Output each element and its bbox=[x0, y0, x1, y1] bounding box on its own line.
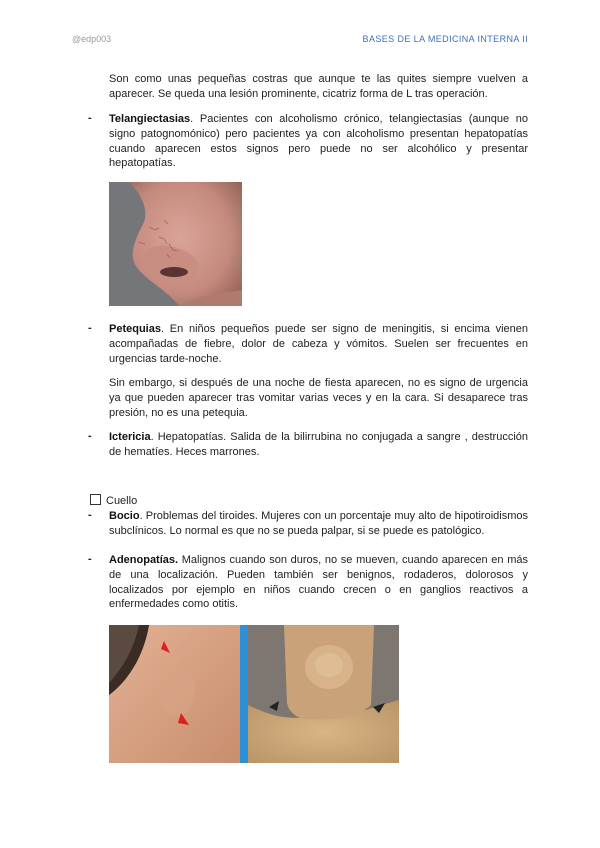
telangiectasias-paragraph bbox=[109, 112, 528, 171]
nose-telangiectasia-photo bbox=[109, 182, 242, 306]
cuello-heading bbox=[90, 494, 290, 509]
petequias-followup-paragraph: Sin embargo, si después de una noche de fiesta aparecen, no es signo de urgencia ya que pueden aparecer tras vomitar varias veces y en la cara. Si desaparece tras presión, no es una petequia. bbox=[109, 377, 528, 419]
bocio-text: . Problemas del tiroides. Mujeres con un porcentaje muy alto de hipotiroidismos subclínicos. Lo normal es que no se pueda palpar, si se puede es patológico. bbox=[109, 510, 528, 537]
ictericia-text: . Hepatopatías. Salida de la bilirrubina no conjugada a sangre , destrucción de hematíes. Heces marrones. bbox=[109, 431, 528, 458]
checkbox-icon bbox=[90, 494, 101, 505]
telangiectasias-term: Telangiectasias bbox=[109, 113, 191, 125]
adenopatias-term: Adenopatías. bbox=[109, 554, 179, 566]
bullet-dash: - bbox=[88, 430, 92, 442]
adenopatias-paragraph bbox=[109, 553, 528, 612]
bullet-dash: - bbox=[88, 112, 92, 124]
intro-paragraph: Son como unas pequeñas costras que aunque te las quites siempre vuelven a aparecer. Se queda una lesión prominente, cicatriz forma de L tras operación. bbox=[109, 73, 528, 100]
ictericia-paragraph bbox=[109, 430, 528, 460]
adenopatias-text: Malignos cuando son duros, no se mueven, cuando aparecen en más de una localización. Pueden también ser benignos, rodaderos, dolorosos y localizados por ejemplo en niños cuando crecen o en ganglios reactivos a enfermedades como otitis. bbox=[109, 554, 528, 611]
cuello-label: Cuello bbox=[106, 495, 138, 507]
petequias-term: Petequias bbox=[109, 323, 161, 335]
bullet-dash: - bbox=[88, 322, 92, 334]
petequias-text: . En niños pequeños puede ser signo de meningitis, si encima vienen acompañadas de fiebre, dolor de cabeza y vómitos. Suelen ser frecuentes en urgencias tarde-noche. bbox=[109, 323, 528, 365]
petequias-paragraph bbox=[109, 322, 528, 366]
neck-adenopathy-photo bbox=[109, 625, 399, 763]
ictericia-term: Ictericia bbox=[109, 431, 151, 443]
bullet-dash: - bbox=[88, 509, 92, 521]
bullet-dash: - bbox=[88, 553, 92, 565]
bocio-paragraph bbox=[109, 509, 528, 539]
telangiectasias-text: . Pacientes con alcoholismo crónico, telangiectasias (aunque no signo patognomónico) pero pacientes ya con alcoholismo presentan hepatopatías cuando aparecen estos signos pero puede no ser alcohólico y presentar hepatopatías. bbox=[109, 113, 528, 170]
page-header-title: BASES DE LA MEDICINA INTERNA II bbox=[362, 34, 528, 44]
bocio-term: Bocio bbox=[109, 510, 140, 522]
page-header-author: @edp003 bbox=[72, 34, 112, 44]
